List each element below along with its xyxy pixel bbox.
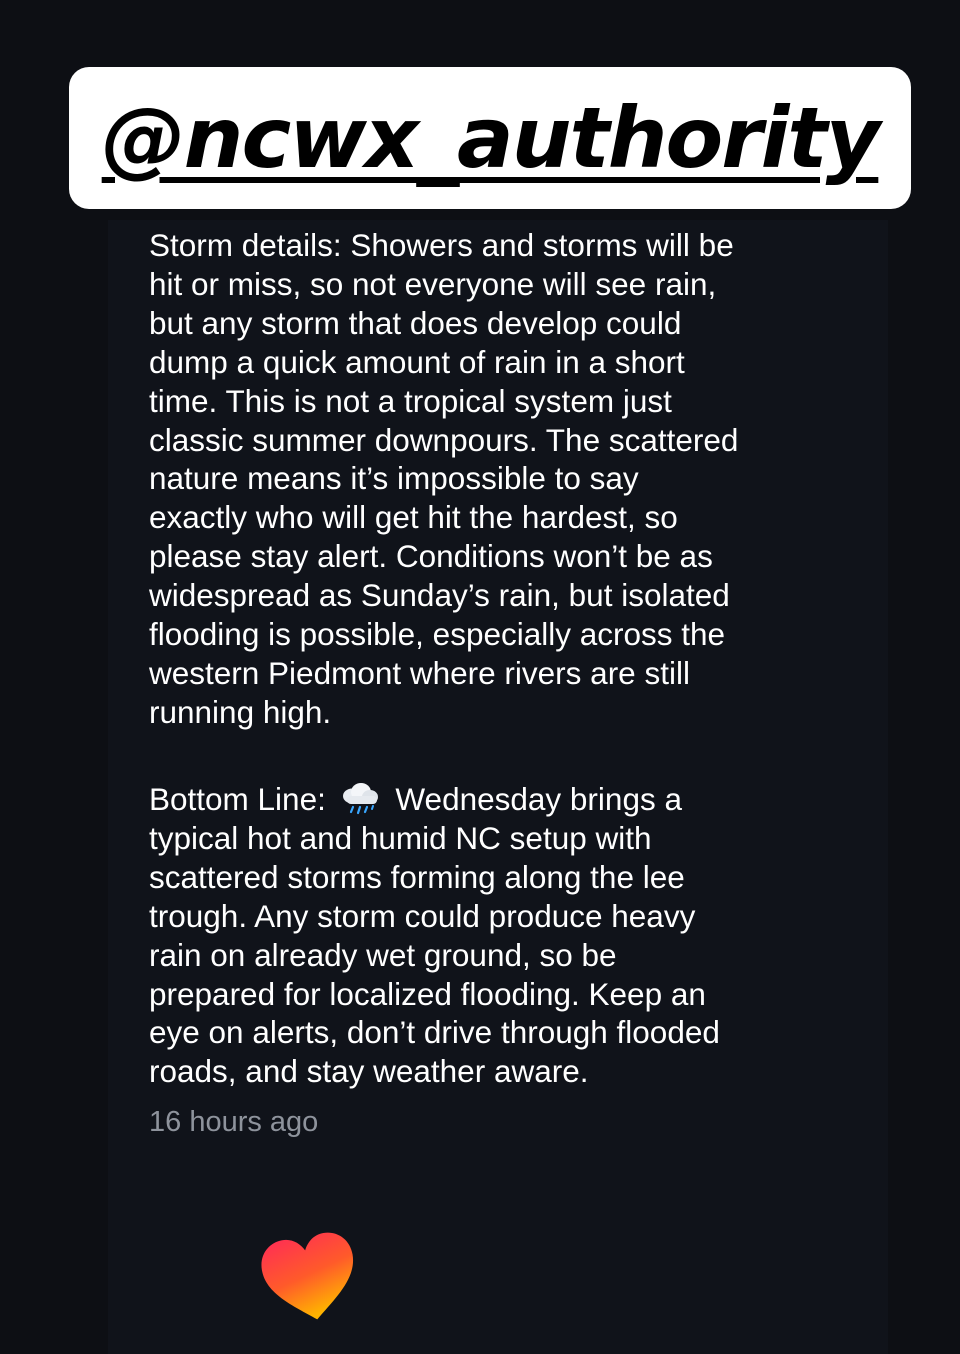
- paragraph-line: rain on already wet ground, so be: [149, 936, 617, 973]
- paragraph-line: typical hot and humid NC setup with: [149, 819, 652, 856]
- paragraph-line: running high.: [149, 693, 332, 730]
- paragraph-line: hit or miss, so not everyone will see rain,: [149, 265, 717, 302]
- paragraph-line: widespread as Sunday’s rain, but isolated: [149, 577, 730, 614]
- bottom-line-first-line: Wednesday brings a: [395, 781, 682, 817]
- bottom-line-paragraph: [149, 780, 859, 1091]
- paragraph-line: eye on alerts, don’t drive through flooded: [149, 1014, 720, 1051]
- paragraph-line: dump a quick amount of rain in a short: [149, 343, 685, 380]
- paragraph-line: [149, 780, 859, 819]
- paragraph-line: scattered storms forming along the lee: [149, 858, 685, 895]
- rain-cloud-icon: [339, 782, 381, 816]
- paragraph-line: flooding is possible, especially across the: [149, 616, 726, 653]
- paragraph-line: nature means it’s impossible to say: [149, 460, 639, 497]
- storm-details-paragraph: [149, 226, 859, 732]
- bottom-line-prefix: Bottom Line:: [149, 781, 326, 817]
- paragraph-line: prepared for localized flooding. Keep an: [149, 975, 706, 1012]
- paragraph-line: time. This is not a tropical system just: [149, 382, 672, 419]
- handle-text[interactable]: @ncwx_authority: [101, 89, 879, 187]
- paragraph-line: but any storm that does develop could: [149, 304, 682, 341]
- handle-sticker[interactable]: [69, 67, 911, 209]
- post-timestamp: 16 hours ago: [149, 1106, 319, 1138]
- paragraph-line: western Piedmont where rivers are still: [149, 654, 690, 691]
- paragraph-line: exactly who will get hit the hardest, so: [149, 499, 678, 536]
- paragraph-line: Storm details: Showers and storms will be: [149, 227, 734, 263]
- heart-icon[interactable]: [258, 1228, 362, 1328]
- paragraph-line: roads, and stay weather aware.: [149, 1053, 589, 1090]
- paragraph-line: please stay alert. Conditions won’t be as: [149, 538, 713, 575]
- paragraph-line: trough. Any storm could produce heavy: [149, 897, 696, 934]
- paragraph-line: classic summer downpours. The scattered: [149, 421, 739, 458]
